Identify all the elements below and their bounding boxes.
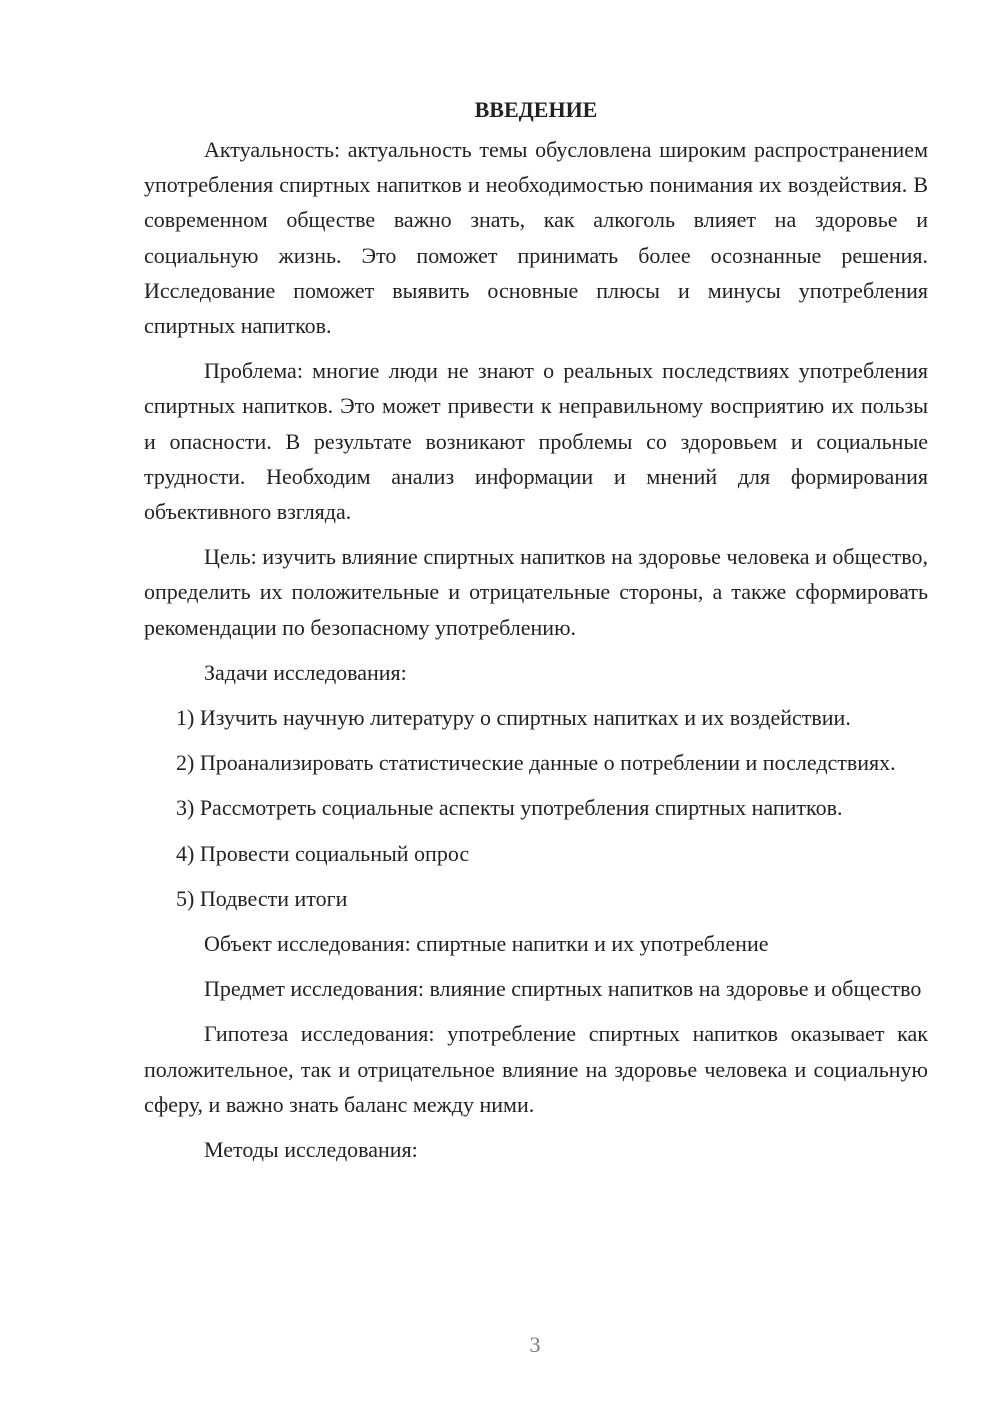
task-item-5: 5) Подвести итоги [176,885,348,911]
paragraph-hypothesis: Гипотеза исследования: употребление спиртных напитков оказывает как положительное, так и отрицательное влияние на здоровье человека и социальную сферу, и важно знать баланс между ними. [144,1021,928,1117]
paragraph-problem: Проблема: многие люди не знают о реальных последствиях употребления спиртных напитков. Это может привести к неправильному восприятию их пользы и опасности. В результате возникают проблемы со здоровьем и социальные трудности. Необходим анализ информации и мнений для формирования объективного взгляда. [144,358,928,525]
task-item-2: 2) Проанализировать статистические данные о потреблении и последствиях. [176,750,896,776]
paragraph-methods: Методы исследования: [204,1137,418,1163]
paragraph-object: Объект исследования: спиртные напитки и их употребление [204,931,769,957]
paragraph-subject: Предмет исследования: влияние спиртных напитков на здоровье и общество [204,976,922,1002]
paragraph-relevance: Актуальность: актуальность темы обусловлена широким распространением употребления спиртных напитков и необходимостью понимания их воздействия. В современном обществе важно знать, как алкоголь влияет на здоровье и социальную жизнь. Это поможет принимать более осознанные решения. Исследование поможет выявить основные плюсы и минусы употребления спиртных напитков. [144,137,928,339]
paragraph-goal: Цель: изучить влияние спиртных напитков на здоровье человека и общество, определить их положительные и отрицательные стороны, а также сформировать рекомендации по безопасному употреблению. [144,544,928,640]
task-item-4: 4) Провести социальный опрос [176,840,470,866]
section-title: ВВЕДЕНИЕ [474,97,598,122]
document-page [144,92,928,1177]
paragraph-tasks-heading: Задачи исследования: [204,659,407,685]
task-item-3: 3) Рассмотреть социальные аспекты употребления спиртных напитков. [176,795,843,821]
task-item-1: 1) Изучить научную литературу о спиртных напитках и их воздействии. [176,705,851,731]
page-number: 3 [529,1332,541,1357]
